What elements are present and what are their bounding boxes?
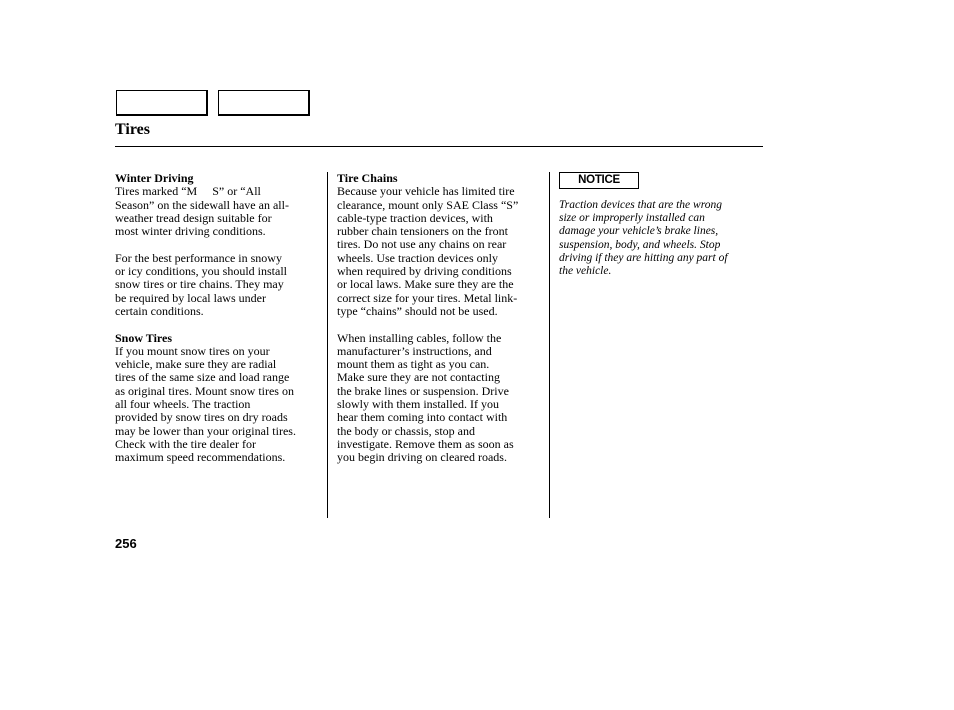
winter-driving-heading: Winter Driving <box>115 171 194 185</box>
snow-tires-paragraph: If you mount snow tires on your vehicle, make sure they are radial tires of the same size and load range as original tires. Mount snow tires on all four wheels. The traction provided by snow tires on dry roads may be lower than your original tires. Check with the tire dealer for maximum speed recommendations. <box>115 343 296 465</box>
tire-chains-paragraph-2: When installing cables, follow the manufacturer’s instructions, and mount them as tight as you can. Make sure they are not contacting the brake lines or suspension. Drive slowly with them installed. If you hear them coming into contact with the body or chassis, stop and investigate. Remove them as soon as you begin driving on cleared roads. <box>337 330 514 465</box>
tire-chains-paragraph-1: Because your vehicle has limited tire clearance, mount only SAE Class “S” cable-type traction devices, with rubber chain tensioners on the front tires. Do not use any chains on rear wheels. Use traction devices only when required by driving conditions or local laws. Make sure they are the correct size for your tires. Metal link- type “chains” should not be used. <box>337 184 519 318</box>
column-divider-1 <box>327 172 328 518</box>
column-winter <box>115 172 323 465</box>
notice-text: Traction devices that are the wrong size or improperly installed can damage your vehicle’s brake lines, suspension, body, and wheels. Stop driving if they are hitting any part of the vehicle. <box>559 199 728 278</box>
column-notice <box>559 172 759 278</box>
column-chains <box>337 172 545 465</box>
notice-badge: NOTICE <box>559 172 639 189</box>
snow-tires-heading: Snow Tires <box>115 330 173 345</box>
column-divider-2 <box>549 172 550 518</box>
page-number: 256 <box>115 536 137 551</box>
winter-driving-paragraph-1: Tires marked “M S” or “All Season” on the sidewall have an all- weather tread design suitable for most winter driving conditions. <box>115 184 289 239</box>
title-rule <box>115 146 763 147</box>
winter-driving-paragraph-2: For the best performance in snowy or icy conditions, you should install snow tires or tire chains. They may be required by local laws under certain conditions. <box>115 250 287 318</box>
nav-tab-2[interactable] <box>218 90 310 116</box>
nav-tab-1[interactable] <box>116 90 208 116</box>
page-title: Tires <box>115 121 150 138</box>
tire-chains-heading: Tire Chains <box>337 171 398 185</box>
